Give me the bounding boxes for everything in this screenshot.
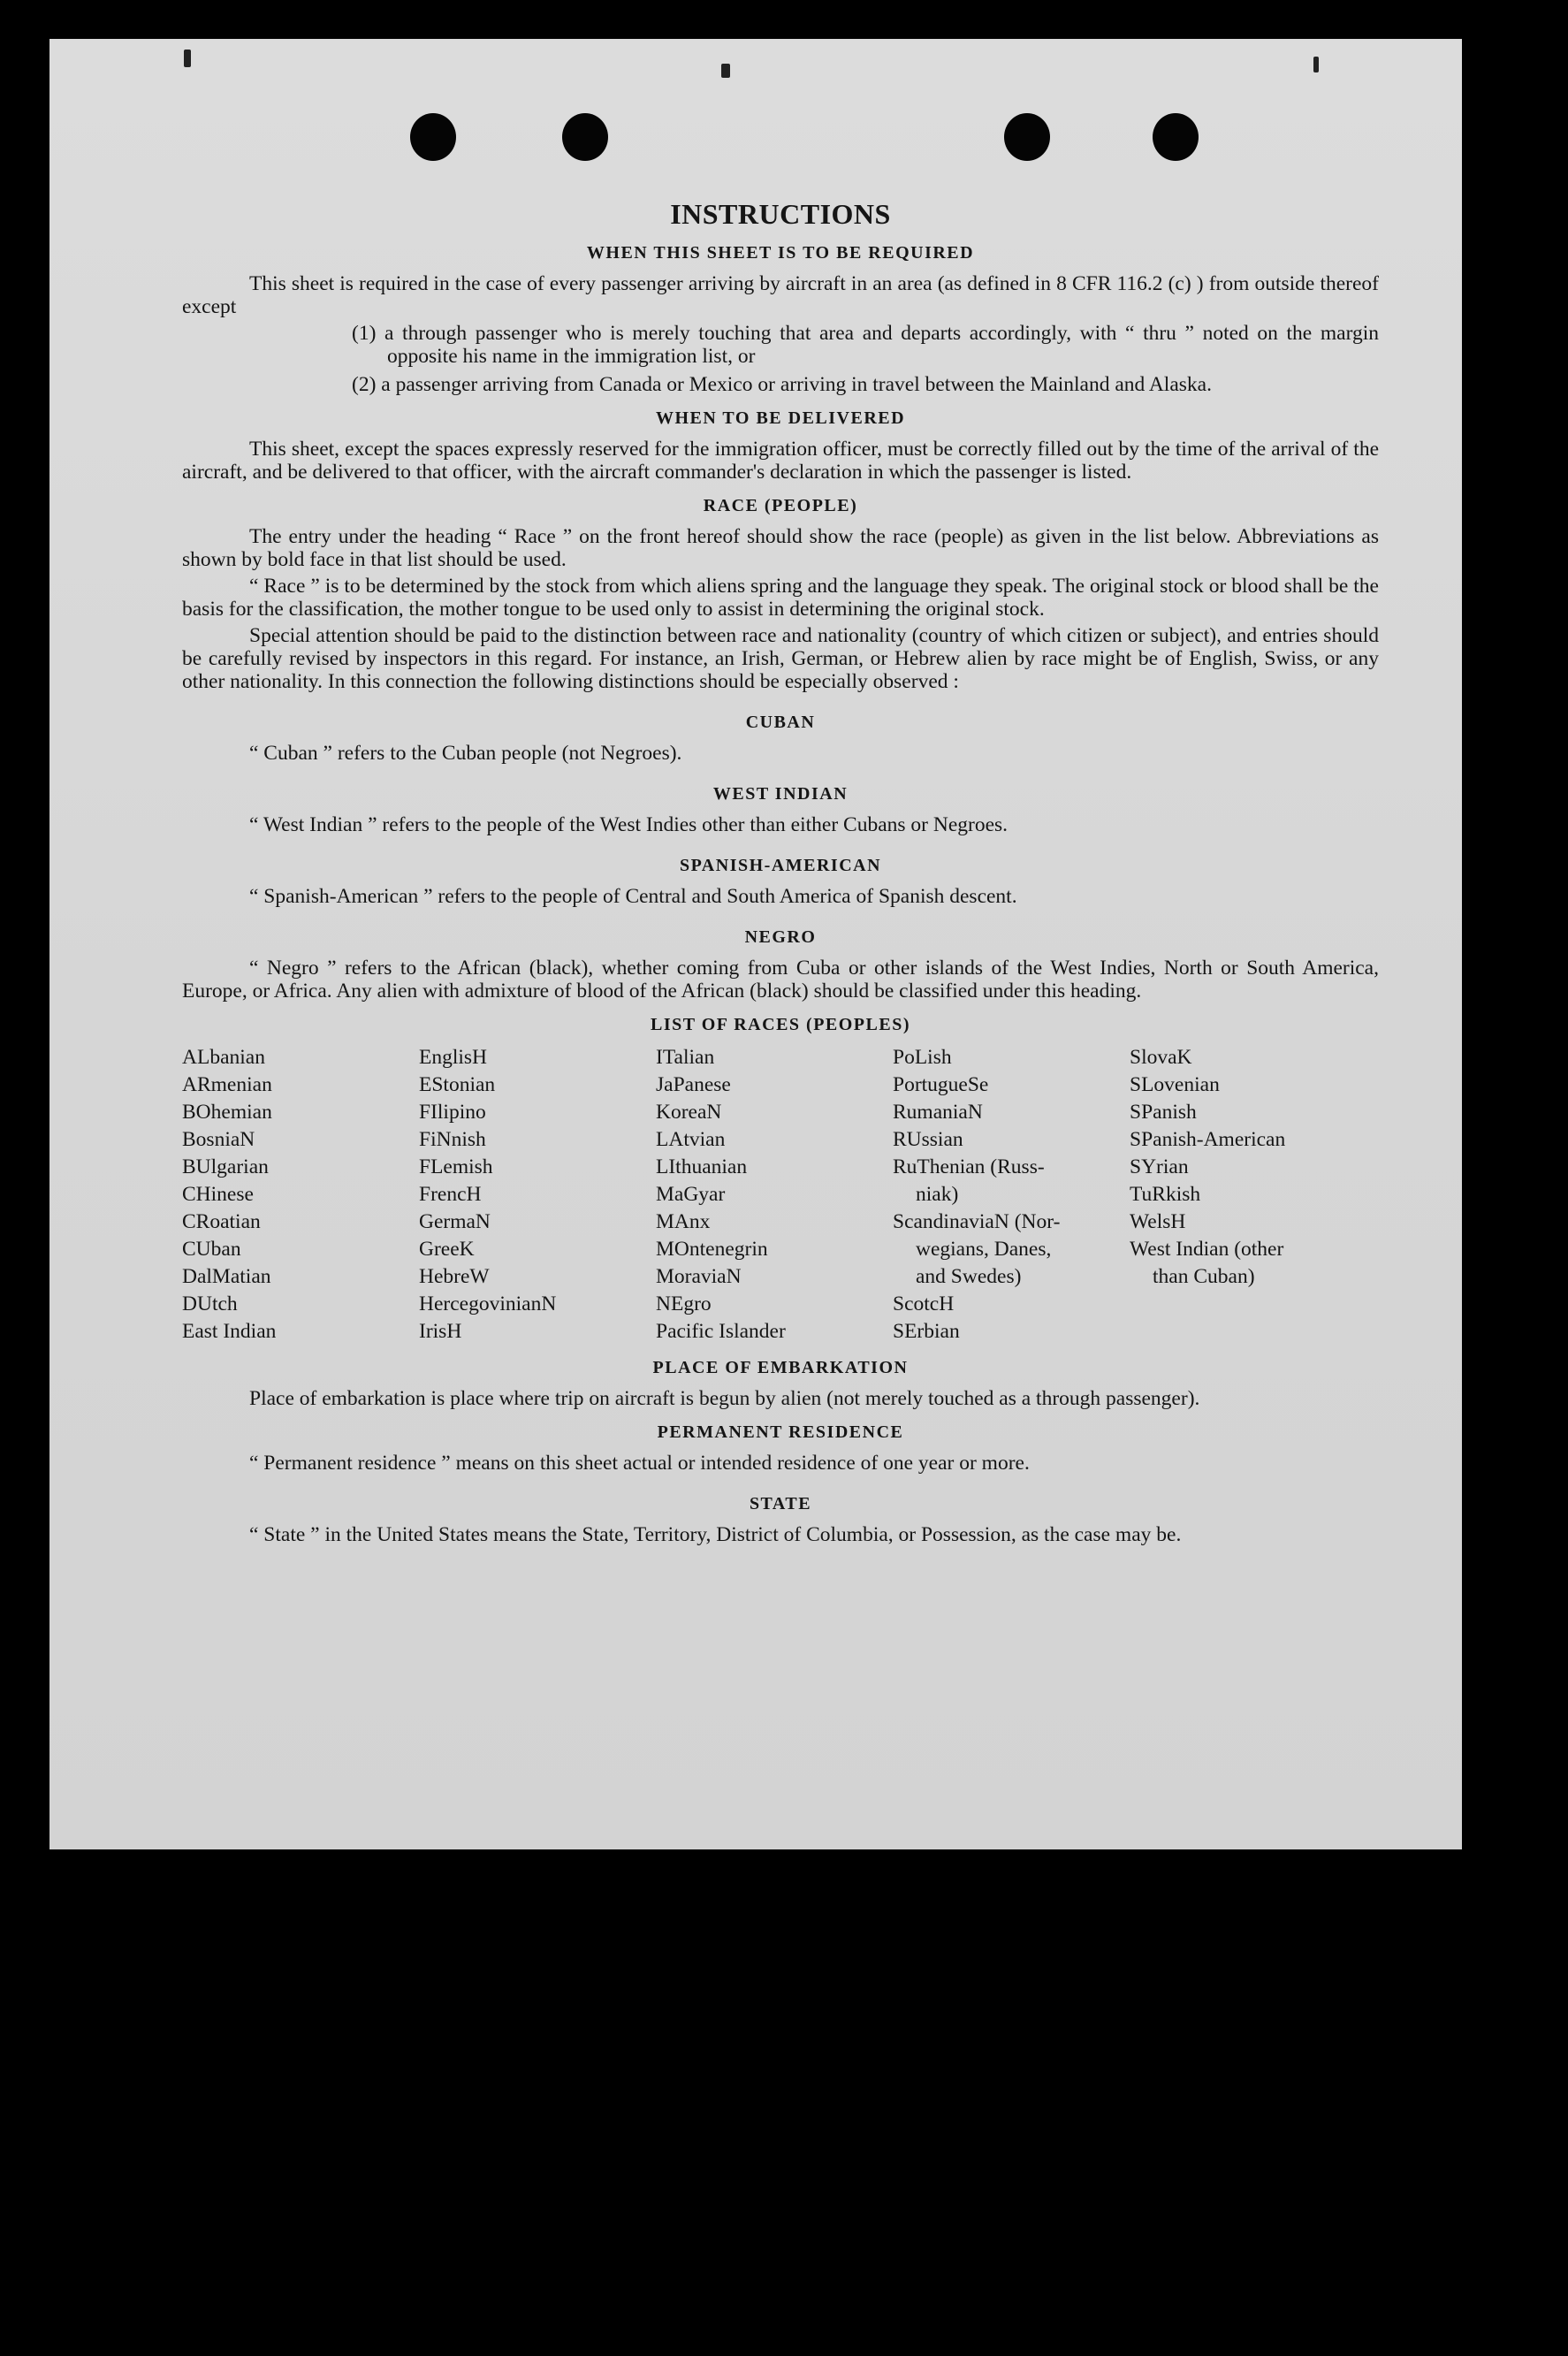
race-entry: DUtch <box>182 1292 238 1315</box>
races-column-4 <box>893 1044 1130 1346</box>
race-entry: SPanish <box>1130 1101 1197 1124</box>
race-entry: RuThenian (Russ- <box>893 1155 1045 1178</box>
cuban-text: “ Cuban ” refers to the Cuban people (not Negroes). <box>249 742 682 765</box>
when-required-item-1: (1) a through passenger who is merely touching that area and departs accordingly, with “ thru ” noted on the margin opposite his name in the immigration list, or <box>352 322 1379 368</box>
race-entry: CRoatian <box>182 1210 261 1233</box>
race-entry: NEgro <box>656 1292 712 1315</box>
race-entry: GreeK <box>419 1238 475 1261</box>
section-heading-cuban: CUBAN <box>745 713 816 732</box>
instructions-body <box>182 150 1379 1550</box>
race-entry: WelsH <box>1130 1210 1186 1233</box>
race-entry: IrisH <box>419 1320 462 1343</box>
race-entry: East Indian <box>182 1320 277 1343</box>
race-entry: MoraviaN <box>656 1265 742 1288</box>
section-heading-permanent-residence: PERMANENT RESIDENCE <box>657 1422 904 1442</box>
race-entry: SPanish-American <box>1130 1128 1286 1151</box>
race-entry: MOntenegrin <box>656 1238 768 1261</box>
race-entry: BUlgarian <box>182 1155 269 1178</box>
permanent-residence-text: “ Permanent residence ” means on this sheet actual or intended residence of one year or more. <box>249 1452 1030 1475</box>
race-entry: BOhemian <box>182 1101 272 1124</box>
race-entry: JaPanese <box>656 1073 731 1096</box>
scan-speck <box>1313 57 1319 72</box>
races-column-2 <box>419 1044 656 1346</box>
race-entry: CUban <box>182 1238 241 1261</box>
race-entry: wegians, Danes, <box>916 1238 1052 1261</box>
race-entry: FiNnish <box>419 1128 486 1151</box>
race-entry: RUssian <box>893 1128 963 1151</box>
race-entry: West Indian (other <box>1130 1238 1284 1261</box>
race-paragraph-2: “ Race ” is to be determined by the stock from which aliens spring and the language they speak. The original stock or blood shall be the basis for the classification, the mother tongue to be used only to assist in determining the original stock. <box>182 575 1379 621</box>
race-entry: EStonian <box>419 1073 496 1096</box>
race-entry: LIthuanian <box>656 1155 748 1178</box>
page-title: INSTRUCTIONS <box>670 198 891 230</box>
race-entry: ARmenian <box>182 1073 272 1096</box>
race-entry: FrencH <box>419 1183 482 1206</box>
race-entry: LAtvian <box>656 1128 726 1151</box>
race-entry: SlovaK <box>1130 1046 1192 1069</box>
race-entry: CHinese <box>182 1183 254 1206</box>
spanish-american-text: “ Spanish-American ” refers to the people of Central and South America of Spanish descent. <box>249 885 1017 908</box>
race-entry: Pacific Islander <box>656 1320 786 1343</box>
section-heading-place-of-embarkation: PLACE OF EMBARKATION <box>652 1358 909 1377</box>
section-heading-state: STATE <box>749 1494 812 1513</box>
race-entry: and Swedes) <box>916 1265 1022 1288</box>
race-entry: niak) <box>916 1183 959 1206</box>
race-entry: KoreaN <box>656 1101 722 1124</box>
race-entry: FIlipino <box>419 1101 486 1124</box>
state-text: “ State ” in the United States means the State, Territory, District of Columbia, or Possession, as the case may be. <box>249 1523 1182 1546</box>
when-delivered-text: This sheet, except the spaces expressly reserved for the immigration officer, must be correctly filled out by the time of the arrival of the aircraft, and be delivered to that officer, with the aircraft commander's declaration in which the passenger is listed. <box>182 438 1379 484</box>
section-heading-list-of-races: LIST OF RACES (PEOPLES) <box>650 1015 910 1034</box>
section-heading-west-indian: WEST INDIAN <box>712 784 849 804</box>
section-heading-when-delivered: WHEN TO BE DELIVERED <box>655 408 906 428</box>
races-column-5 <box>1130 1044 1386 1346</box>
race-entry: TuRkish <box>1130 1183 1201 1206</box>
race-entry: MAnx <box>656 1210 711 1233</box>
section-heading-spanish-american: SPANISH-AMERICAN <box>679 856 882 875</box>
race-entry: SYrian <box>1130 1155 1189 1178</box>
race-entry: FLemish <box>419 1155 493 1178</box>
section-heading-race: RACE (PEOPLE) <box>703 496 858 515</box>
races-list <box>182 1044 1379 1346</box>
race-entry: ITalian <box>656 1046 715 1069</box>
race-entry: HebreW <box>419 1265 490 1288</box>
when-required-item-2: (2) a passenger arriving from Canada or Mexico or arriving in travel between the Mainland and Alaska. <box>352 373 1212 396</box>
race-entry: PortugueSe <box>893 1073 989 1096</box>
races-column-1 <box>182 1044 419 1346</box>
race-paragraph-1: The entry under the heading “ Race ” on the front hereof should show the race (people) as given in the list below. Abbreviations as shown by bold face in that list should be used. <box>182 525 1379 571</box>
race-entry: EnglisH <box>419 1046 488 1069</box>
race-entry: SErbian <box>893 1320 960 1343</box>
race-entry: ScandinaviaN (Nor- <box>893 1210 1061 1233</box>
race-entry: ScotcH <box>893 1292 955 1315</box>
race-entry: DalMatian <box>182 1265 271 1288</box>
section-heading-when-required: WHEN THIS SHEET IS TO BE REQUIRED <box>586 243 975 263</box>
race-entry: ALbanian <box>182 1046 265 1069</box>
race-entry: GermaN <box>419 1210 491 1233</box>
race-entry: than Cuban) <box>1153 1265 1255 1288</box>
place-of-embarkation-text: Place of embarkation is place where trip on aircraft is begun by alien (not merely touched as a through passenger). <box>249 1387 1200 1410</box>
race-entry: BosniaN <box>182 1128 255 1151</box>
race-entry: HercegovinianN <box>419 1292 557 1315</box>
negro-text: “ Negro ” refers to the African (black), whether coming from Cuba or other islands of the West Indies, North or South America, Europe, or Africa. Any alien with admixture of blood of the African (black) should be classified under this heading. <box>182 957 1379 1003</box>
when-required-intro: This sheet is required in the case of every passenger arriving by aircraft in an area (as defined in 8 CFR 116.2 (c) ) from outside thereof except <box>182 272 1379 318</box>
scan-speck <box>184 50 191 67</box>
document-sheet <box>49 39 1462 1849</box>
race-entry: SLovenian <box>1130 1073 1220 1096</box>
race-entry: MaGyar <box>656 1183 726 1206</box>
west-indian-text: “ West Indian ” refers to the people of the West Indies other than either Cubans or Negroes. <box>249 813 1009 836</box>
scan-speck <box>721 64 730 78</box>
section-heading-negro: NEGRO <box>744 927 817 947</box>
race-entry: PoLish <box>893 1046 952 1069</box>
race-paragraph-3: Special attention should be paid to the distinction between race and nationality (country of which citizen or subject), and entries should be carefully revised by inspectors in this regard. For instance, an Irish, German, or Hebrew alien by race might be of English, Swiss, or any other nationality. In this connection the following distinctions should be especially observed : <box>182 624 1379 693</box>
race-entry: RumaniaN <box>893 1101 983 1124</box>
races-column-3 <box>656 1044 893 1346</box>
